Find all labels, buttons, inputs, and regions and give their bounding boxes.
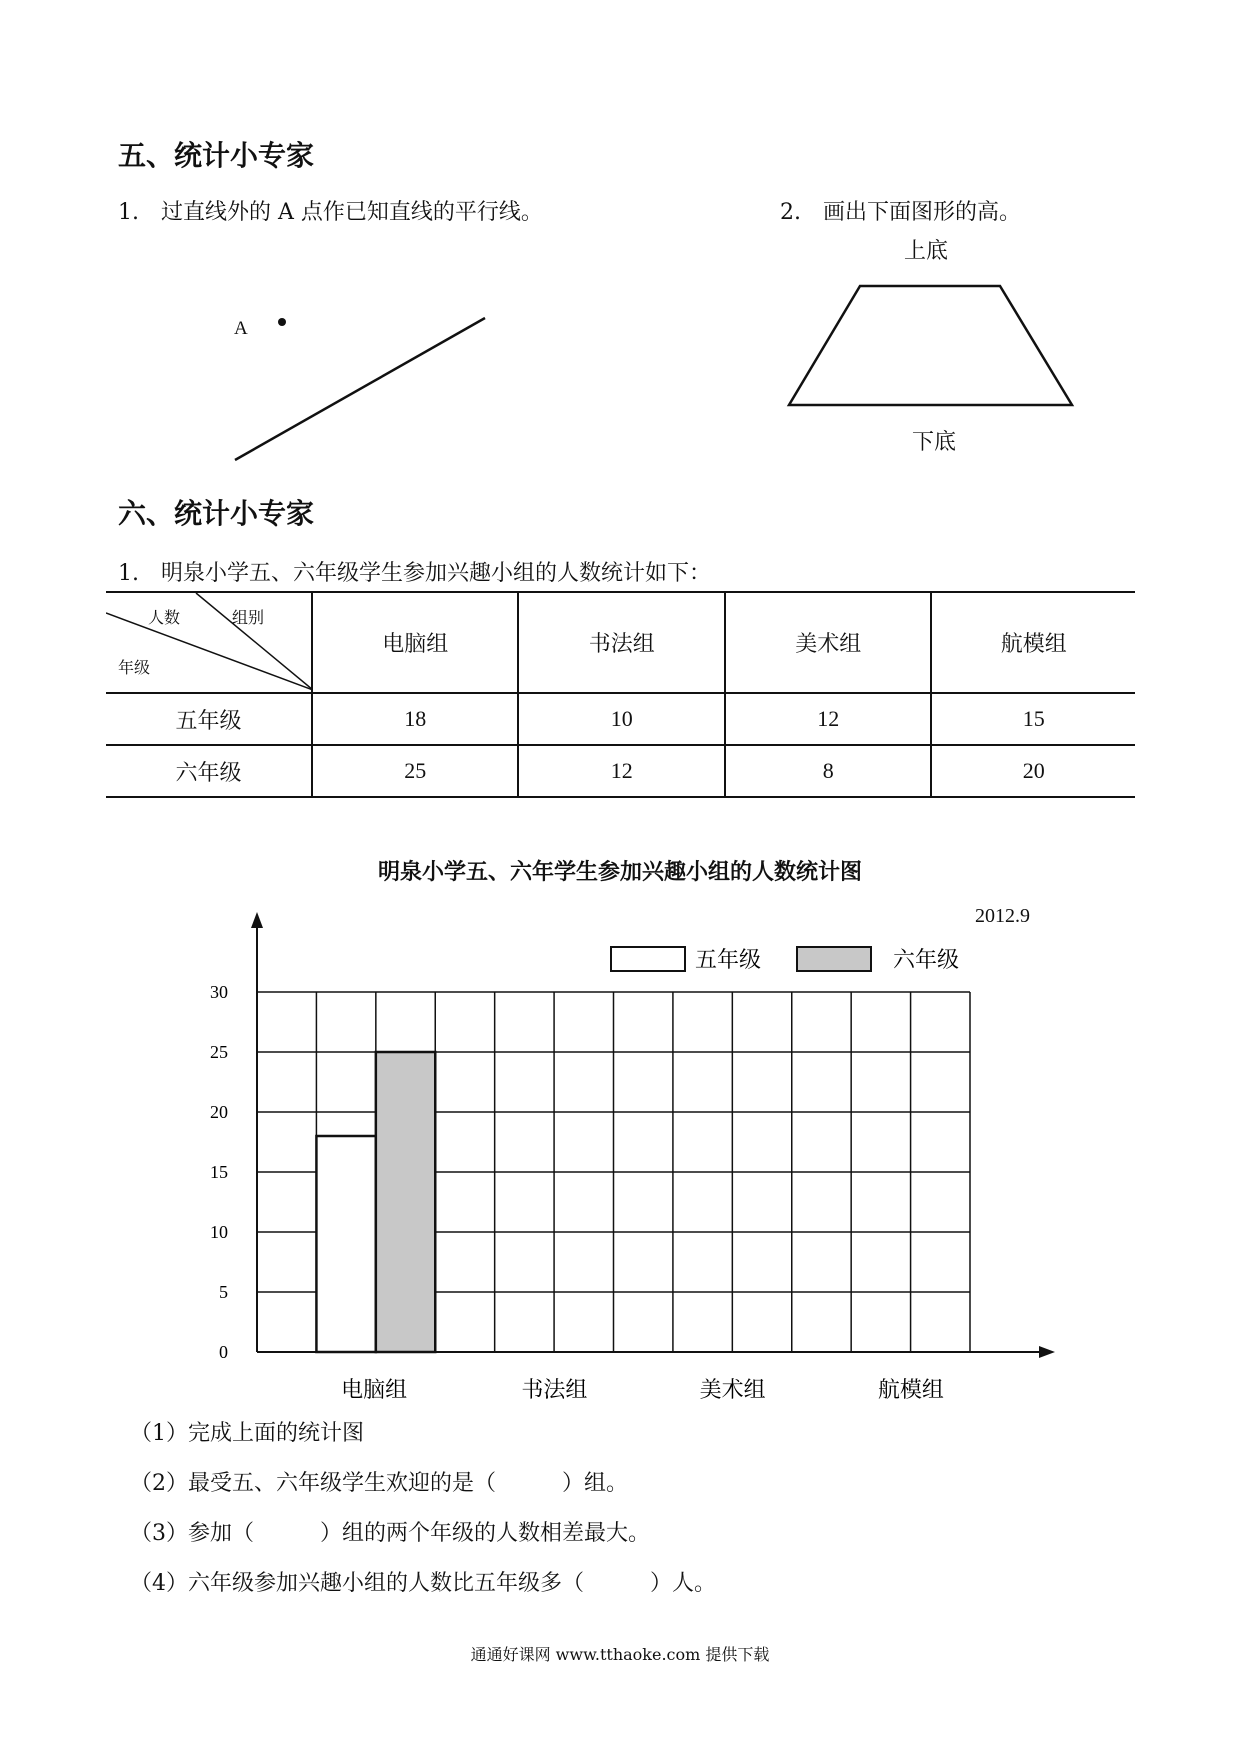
section5-question-2: 2. 画出下面图形的高。 [780,200,1021,225]
trapezoid-bottom-base-label: 下底 [912,430,957,455]
section5-question-1: 1. 过直线外的 A 点作已知直线的平行线。 [118,200,543,225]
question-2: （2）最受五、六年级学生欢迎的是（ ）组。 [130,1471,628,1496]
x-category-label: 书法组 [521,1378,588,1403]
table-cell: 12 [725,693,931,745]
y-tick-label: 5 [219,1282,228,1302]
legend-label: 五年级 [695,948,762,973]
table-cell: 12 [518,745,724,797]
table-row [106,693,1135,745]
bar-chart [0,900,1240,1420]
legend-swatch [797,947,871,971]
question-1: （1）完成上面的统计图 [130,1421,364,1446]
header-cell: 航模组 [931,592,1135,693]
corner-label-people: 人数 [148,610,181,627]
bar-grade5 [316,1136,375,1352]
trapezoid-top-base-label: 上底 [904,239,949,264]
table-cell: 20 [931,745,1135,797]
table-header-row [106,592,1135,693]
section5-title: 五、统计小专家 [118,139,315,172]
point-a [278,318,286,326]
header-cell: 电脑组 [312,592,518,693]
section6-question-1: 1. 明泉小学五、六年级学生参加兴趣小组的人数统计如下： [118,561,711,586]
question-3: （3）参加（ ）组的两个年级的人数相差最大。 [130,1521,650,1546]
y-tick-label: 20 [210,1102,228,1122]
footer-credit: 通通好课网 www.tthaoke.com 提供下载 [470,1645,770,1664]
x-category-label: 电脑组 [341,1378,408,1403]
stats-table [106,591,1135,798]
trapezoid [789,286,1072,405]
y-tick-label: 30 [210,982,228,1002]
y-tick-label: 0 [219,1342,228,1362]
table-cell: 15 [931,693,1135,745]
section6-title: 六、统计小专家 [118,497,315,530]
table-cell: 10 [518,693,724,745]
corner-label-grade: 年级 [118,660,151,677]
table-cell: 8 [725,745,931,797]
point-a-label: A [234,318,248,339]
y-axis-arrow [251,912,263,928]
y-tick-label: 15 [210,1162,228,1182]
x-category-label: 美术组 [699,1378,766,1403]
given-line [235,318,485,460]
y-tick-label: 25 [210,1042,228,1062]
question-4: （4）六年级参加兴趣小组的人数比五年级多（ ）人。 [130,1571,716,1596]
corner-label-group: 组别 [232,610,265,627]
row-label: 五年级 [106,693,312,745]
chart-date: 2012.9 [975,905,1030,927]
row-label: 六年级 [106,745,312,797]
table-cell: 18 [312,693,518,745]
legend-swatch [611,947,685,971]
header-cell: 美术组 [725,592,931,693]
y-tick-label: 10 [210,1222,228,1242]
x-axis-arrow [1039,1346,1055,1358]
legend-label: 六年级 [893,948,960,973]
chart-title: 明泉小学五、六年学生参加兴趣小组的人数统计图 [377,859,862,885]
table-cell: 25 [312,745,518,797]
x-category-label: 航模组 [877,1378,944,1403]
header-cell: 书法组 [518,592,724,693]
bar-grade6 [376,1052,435,1352]
table-row [106,745,1135,797]
geometry-figures [0,0,1240,500]
table-corner-cell [106,592,312,693]
